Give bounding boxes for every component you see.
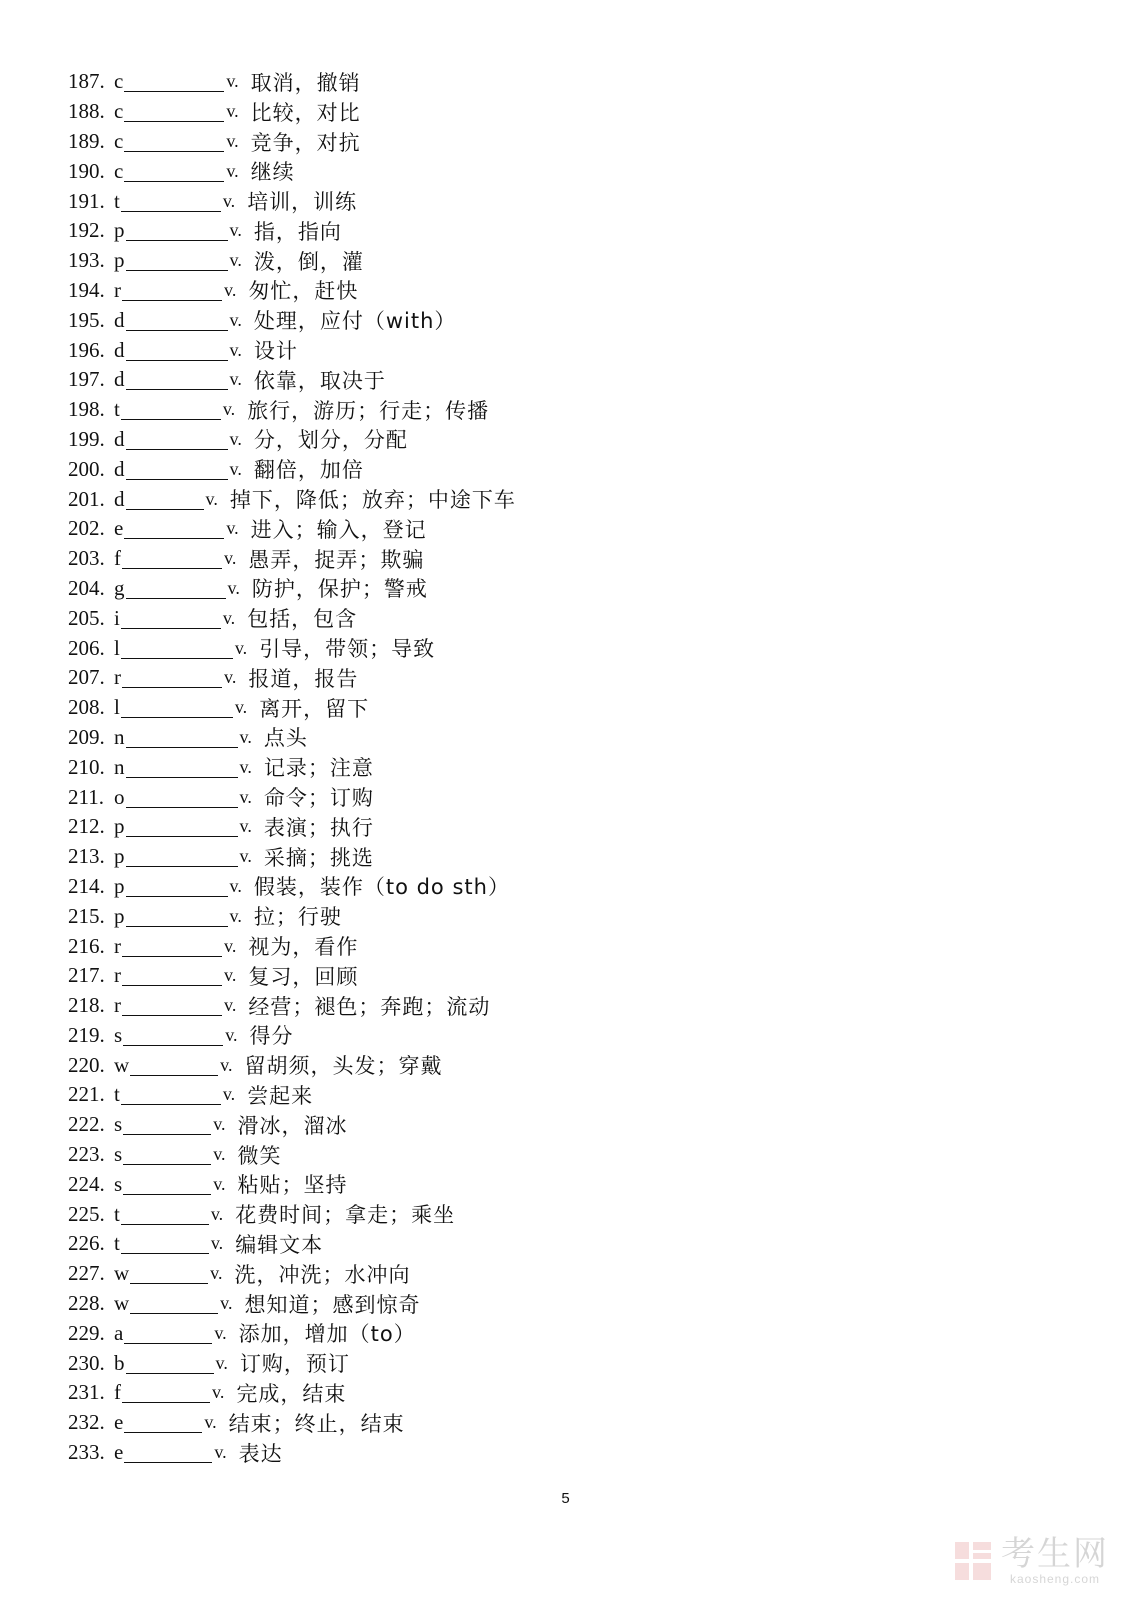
vocab-item [68, 335, 1068, 365]
part-of-speech: v. [220, 1054, 233, 1075]
item-number: 219. [68, 1022, 105, 1047]
answer-blank[interactable] [121, 193, 221, 212]
answer-blank[interactable] [122, 967, 222, 986]
part-of-speech: v. [224, 279, 237, 300]
item-number: 216. [68, 933, 105, 958]
answer-blank[interactable] [121, 1086, 221, 1105]
initial-letter: s [114, 1112, 123, 1137]
vocab-item [68, 514, 1068, 544]
answer-blank[interactable] [130, 1057, 218, 1076]
part-of-speech: v. [224, 548, 237, 569]
meaning-text: 翻倍，加倍 [253, 458, 364, 483]
initial-letter: g [114, 575, 125, 600]
item-number: 191. [68, 188, 105, 213]
part-of-speech: v. [226, 130, 239, 151]
part-of-speech: v. [226, 101, 239, 122]
answer-blank[interactable] [121, 1206, 209, 1225]
watermark-text: 考生网 [1001, 1534, 1109, 1574]
meaning-text: 防护，保护；警戒 [251, 577, 428, 602]
meaning-text: 愚弄，捉弄；欺骗 [248, 547, 425, 572]
meaning-text: 旅行，游历；行走；传播 [247, 398, 490, 423]
part-of-speech: v. [224, 965, 237, 986]
meaning-text: 指，指向 [253, 219, 342, 244]
vocab-item [68, 425, 1068, 455]
answer-blank[interactable] [126, 371, 228, 390]
part-of-speech: v. [234, 697, 248, 718]
item-number: 208. [68, 695, 105, 720]
answer-blank[interactable] [126, 908, 228, 927]
item-number: 210. [68, 754, 105, 779]
meaning-text: 洗，冲洗；水冲向 [234, 1262, 411, 1287]
meaning-text: 复习，回顾 [248, 964, 359, 989]
vocab-item [68, 752, 1068, 782]
item-number: 221. [68, 1082, 105, 1107]
vocab-item [68, 723, 1068, 753]
item-number: 192. [68, 218, 105, 243]
item-number: 233. [68, 1440, 105, 1465]
vocab-item [68, 216, 1068, 246]
meaning-text: 视为，看作 [248, 935, 359, 960]
item-number: 200. [68, 456, 105, 481]
item-number: 225. [68, 1201, 105, 1226]
initial-letter: f [114, 546, 121, 571]
answer-blank[interactable] [123, 1146, 211, 1165]
initial-letter: s [114, 1171, 123, 1196]
answer-blank[interactable] [122, 550, 222, 569]
vocab-item [68, 276, 1068, 306]
vocab-item [68, 1140, 1068, 1170]
part-of-speech: v. [234, 637, 248, 658]
meaning-text: 命令；订购 [263, 786, 374, 811]
answer-blank[interactable] [124, 1414, 202, 1433]
item-number: 226. [68, 1231, 105, 1256]
initial-letter: d [114, 307, 125, 332]
initial-letter: o [114, 784, 125, 809]
initial-letter: p [114, 814, 125, 839]
part-of-speech: v. [239, 786, 252, 807]
answer-blank[interactable] [126, 312, 228, 331]
answer-blank[interactable] [124, 1325, 212, 1344]
item-number: 224. [68, 1171, 105, 1196]
initial-letter: l [114, 695, 120, 720]
initial-letter: l [114, 635, 120, 660]
answer-blank[interactable] [126, 729, 238, 748]
meaning-text: 记录；注意 [263, 756, 374, 781]
initial-letter: p [114, 903, 125, 928]
part-of-speech: v. [214, 1322, 227, 1343]
item-number: 232. [68, 1410, 105, 1435]
meaning-text: 表演；执行 [263, 815, 374, 840]
page-number: 5 [561, 1490, 570, 1507]
vocab-item [68, 931, 1068, 961]
initial-letter: w [114, 1291, 130, 1316]
initial-letter: r [114, 665, 121, 690]
item-number: 190. [68, 158, 105, 183]
item-number: 229. [68, 1320, 105, 1345]
answer-blank[interactable] [122, 1384, 210, 1403]
initial-letter: s [114, 1142, 123, 1167]
vocab-item [68, 67, 1068, 97]
item-number: 215. [68, 903, 105, 928]
part-of-speech: v. [239, 726, 252, 747]
vocab-item [68, 365, 1068, 395]
item-number: 196. [68, 337, 105, 362]
answer-blank[interactable] [130, 1295, 218, 1314]
part-of-speech: v. [229, 220, 242, 241]
initial-letter: t [114, 1082, 120, 1107]
answer-blank[interactable] [123, 1116, 211, 1135]
vocab-item [68, 872, 1068, 902]
meaning-text: 掉下，降低；放弃；中途下车 [229, 488, 516, 513]
vocab-item [68, 127, 1068, 157]
part-of-speech: v. [204, 1412, 217, 1433]
answer-blank[interactable] [122, 669, 222, 688]
meaning-text: 点头 [263, 726, 308, 751]
meaning-text: 花费时间；拿走；乘坐 [235, 1203, 456, 1228]
item-number: 202. [68, 516, 105, 541]
initial-letter: n [114, 724, 125, 749]
meaning-text: 依靠，取决于 [253, 368, 386, 393]
answer-blank[interactable] [126, 461, 228, 480]
answer-blank[interactable] [126, 1355, 214, 1374]
item-number: 188. [68, 99, 105, 124]
part-of-speech: v. [224, 995, 237, 1016]
meaning-text: 采摘；挑选 [263, 845, 374, 870]
answer-blank[interactable] [121, 1235, 209, 1254]
vocab-item [68, 1169, 1068, 1199]
item-number: 194. [68, 277, 105, 302]
initial-letter: t [114, 1231, 120, 1256]
item-number: 207. [68, 665, 105, 690]
answer-blank[interactable] [126, 252, 228, 271]
part-of-speech: v. [229, 250, 242, 271]
meaning-text: 拉；行驶 [253, 905, 342, 930]
part-of-speech: v. [229, 458, 242, 479]
part-of-speech: v. [210, 1263, 223, 1284]
initial-letter: e [114, 1440, 124, 1465]
vocab-item [68, 454, 1068, 484]
item-number: 197. [68, 367, 105, 392]
meaning-text: 处理，应付（with） [253, 309, 457, 334]
part-of-speech: v. [220, 1293, 233, 1314]
part-of-speech: v. [229, 905, 242, 926]
answer-blank[interactable] [122, 282, 222, 301]
answer-blank[interactable] [126, 818, 238, 837]
meaning-text: 培训，训练 [247, 190, 358, 215]
part-of-speech: v. [226, 71, 239, 92]
initial-letter: r [114, 993, 121, 1018]
answer-blank[interactable] [126, 759, 238, 778]
initial-letter: d [114, 486, 125, 511]
vocab-item [68, 395, 1068, 425]
initial-letter: i [114, 605, 120, 630]
item-number: 220. [68, 1052, 105, 1077]
vocab-item [68, 663, 1068, 693]
meaning-text: 经营；褪色；奔跑；流动 [248, 994, 491, 1019]
initial-letter: a [114, 1320, 124, 1345]
item-number: 231. [68, 1380, 105, 1405]
vocab-item [68, 1259, 1068, 1289]
initial-letter: p [114, 248, 125, 273]
vocab-item [68, 544, 1068, 574]
initial-letter: c [114, 128, 124, 153]
initial-letter: f [114, 1380, 121, 1405]
part-of-speech: v. [222, 607, 236, 628]
initial-letter: p [114, 218, 125, 243]
meaning-text: 粘贴；坚持 [237, 1173, 348, 1198]
item-number: 218. [68, 993, 105, 1018]
initial-letter: d [114, 426, 125, 451]
part-of-speech: v. [210, 1233, 224, 1254]
vocab-item [68, 246, 1068, 276]
meaning-text: 泼，倒，灌 [253, 249, 364, 274]
initial-letter: w [114, 1052, 130, 1077]
item-number: 187. [68, 69, 105, 94]
initial-letter: d [114, 456, 125, 481]
answer-blank[interactable] [122, 997, 222, 1016]
meaning-text: 完成，结束 [236, 1381, 347, 1406]
vocab-item [68, 1229, 1068, 1259]
vocab-item [68, 1110, 1068, 1140]
meaning-text: 想知道；感到惊奇 [244, 1292, 421, 1317]
vocab-item [68, 693, 1068, 723]
part-of-speech: v. [229, 875, 242, 896]
vocab-item [68, 991, 1068, 1021]
meaning-text: 订购，预订 [239, 1352, 350, 1377]
item-number: 205. [68, 605, 105, 630]
part-of-speech: v. [239, 756, 252, 777]
meaning-text: 继续 [250, 160, 295, 185]
part-of-speech: v. [227, 577, 240, 598]
vocab-item [68, 812, 1068, 842]
meaning-text: 滑冰，溜冰 [237, 1113, 348, 1138]
vocab-item [68, 1199, 1068, 1229]
answer-blank[interactable] [126, 848, 238, 867]
vocab-item [68, 1378, 1068, 1408]
answer-blank[interactable] [126, 878, 228, 897]
part-of-speech: v. [222, 1084, 236, 1105]
answer-blank[interactable] [126, 491, 204, 510]
item-number: 212. [68, 814, 105, 839]
vocab-list [68, 67, 1068, 1467]
part-of-speech: v. [225, 1024, 238, 1045]
answer-blank[interactable] [124, 133, 224, 152]
meaning-text: 引导，带领；导致 [259, 637, 436, 662]
answer-blank[interactable] [123, 1027, 223, 1046]
part-of-speech: v. [229, 428, 242, 449]
part-of-speech: v. [222, 399, 236, 420]
watermark-logo-icon [953, 1540, 993, 1582]
meaning-text: 编辑文本 [235, 1232, 324, 1257]
initial-letter: p [114, 844, 125, 869]
meaning-text: 分，划分，分配 [253, 428, 408, 453]
vocab-item [68, 1021, 1068, 1051]
initial-letter: c [114, 158, 124, 183]
part-of-speech: v. [229, 369, 242, 390]
answer-blank[interactable] [121, 401, 221, 420]
item-number: 211. [68, 784, 104, 809]
vocab-item [68, 633, 1068, 663]
part-of-speech: v. [229, 339, 242, 360]
initial-letter: d [114, 367, 125, 392]
meaning-text: 添加，增加（to） [238, 1322, 416, 1347]
part-of-speech: v. [214, 1442, 227, 1463]
meaning-text: 设计 [253, 339, 298, 364]
item-number: 193. [68, 248, 105, 273]
part-of-speech: v. [224, 935, 237, 956]
item-number: 198. [68, 397, 105, 422]
initial-letter: n [114, 754, 125, 779]
item-number: 230. [68, 1350, 105, 1375]
vocab-item [68, 156, 1068, 186]
meaning-text: 假装，装作（to do sth） [253, 875, 510, 900]
item-number: 204. [68, 575, 105, 600]
part-of-speech: v. [222, 190, 236, 211]
vocab-item [68, 186, 1068, 216]
vocab-item [68, 782, 1068, 812]
vocab-item [68, 1318, 1068, 1348]
initial-letter: e [114, 1410, 124, 1435]
item-number: 203. [68, 546, 105, 571]
answer-blank[interactable] [124, 103, 224, 122]
meaning-text: 表达 [238, 1441, 283, 1466]
meaning-text: 尝起来 [247, 1084, 314, 1108]
meaning-text: 包括，包含 [247, 607, 358, 632]
initial-letter: b [114, 1350, 125, 1375]
meaning-text: 比较，对比 [250, 100, 361, 125]
item-number: 222. [68, 1112, 105, 1137]
initial-letter: t [114, 188, 120, 213]
answer-blank[interactable] [126, 342, 228, 361]
answer-blank[interactable] [124, 163, 224, 182]
part-of-speech: v. [212, 1382, 225, 1403]
vocab-item [68, 305, 1068, 335]
initial-letter: r [114, 277, 121, 302]
meaning-text: 竞争，对抗 [250, 130, 361, 155]
initial-letter: c [114, 69, 124, 94]
part-of-speech: v. [210, 1203, 224, 1224]
vocab-item [68, 842, 1068, 872]
initial-letter: r [114, 933, 121, 958]
part-of-speech: v. [229, 309, 242, 330]
initial-letter: t [114, 397, 120, 422]
vocab-item [68, 484, 1068, 514]
meaning-text: 取消，撤销 [250, 70, 361, 95]
answer-blank[interactable] [126, 789, 238, 808]
answer-blank[interactable] [124, 73, 224, 92]
vocab-item [68, 1438, 1068, 1468]
part-of-speech: v. [239, 846, 252, 867]
answer-blank[interactable] [122, 938, 222, 957]
vocab-item [68, 1408, 1068, 1438]
initial-letter: r [114, 963, 121, 988]
vocab-item [68, 1050, 1068, 1080]
item-number: 199. [68, 426, 105, 451]
part-of-speech: v. [213, 1173, 226, 1194]
part-of-speech: v. [224, 667, 237, 688]
item-number: 217. [68, 963, 105, 988]
watermark-url: kaosheng.com [1009, 1572, 1101, 1586]
vocab-item [68, 1348, 1068, 1378]
vocab-item [68, 574, 1068, 604]
meaning-text: 留胡须，头发；穿戴 [244, 1054, 443, 1079]
initial-letter: d [114, 337, 125, 362]
vocab-item [68, 1080, 1068, 1110]
vocab-item [68, 1289, 1068, 1319]
answer-blank[interactable] [126, 580, 226, 599]
item-number: 195. [68, 307, 105, 332]
item-number: 206. [68, 635, 105, 660]
answer-blank[interactable] [124, 1444, 212, 1463]
part-of-speech: v. [213, 1144, 226, 1165]
part-of-speech: v. [226, 160, 239, 181]
item-number: 214. [68, 873, 105, 898]
initial-letter: s [114, 1022, 123, 1047]
answer-blank[interactable] [130, 1265, 208, 1284]
part-of-speech: v. [226, 518, 239, 539]
initial-letter: e [114, 516, 124, 541]
initial-letter: t [114, 1201, 120, 1226]
part-of-speech: v. [213, 1114, 226, 1135]
watermark [953, 1536, 1109, 1586]
item-number: 228. [68, 1291, 105, 1316]
answer-blank[interactable] [121, 699, 233, 718]
meaning-text: 进入；输入，登记 [250, 517, 427, 542]
vocab-item [68, 603, 1068, 633]
item-number: 227. [68, 1261, 105, 1286]
item-number: 201. [68, 486, 105, 511]
meaning-text: 匆忙，赶快 [248, 279, 359, 304]
vocab-item [68, 961, 1068, 991]
initial-letter: w [114, 1261, 130, 1286]
answer-blank[interactable] [123, 1176, 211, 1195]
vocab-item [68, 901, 1068, 931]
answer-blank[interactable] [121, 610, 221, 629]
part-of-speech: v. [205, 488, 218, 509]
answer-blank[interactable] [126, 431, 228, 450]
meaning-text: 微笑 [237, 1143, 282, 1168]
answer-blank[interactable] [121, 640, 233, 659]
vocab-item [68, 97, 1068, 127]
item-number: 223. [68, 1142, 105, 1167]
item-number: 209. [68, 724, 105, 749]
item-number: 213. [68, 844, 105, 869]
meaning-text: 离开，留下 [259, 696, 370, 721]
answer-blank[interactable] [124, 520, 224, 539]
initial-letter: c [114, 99, 124, 124]
meaning-text: 结束；终止，结束 [228, 1411, 405, 1436]
answer-blank[interactable] [126, 222, 228, 241]
item-number: 189. [68, 128, 105, 153]
initial-letter: p [114, 873, 125, 898]
meaning-text: 得分 [249, 1024, 294, 1049]
part-of-speech: v. [215, 1352, 228, 1373]
part-of-speech: v. [239, 816, 252, 837]
meaning-text: 报道，报告 [248, 666, 359, 691]
